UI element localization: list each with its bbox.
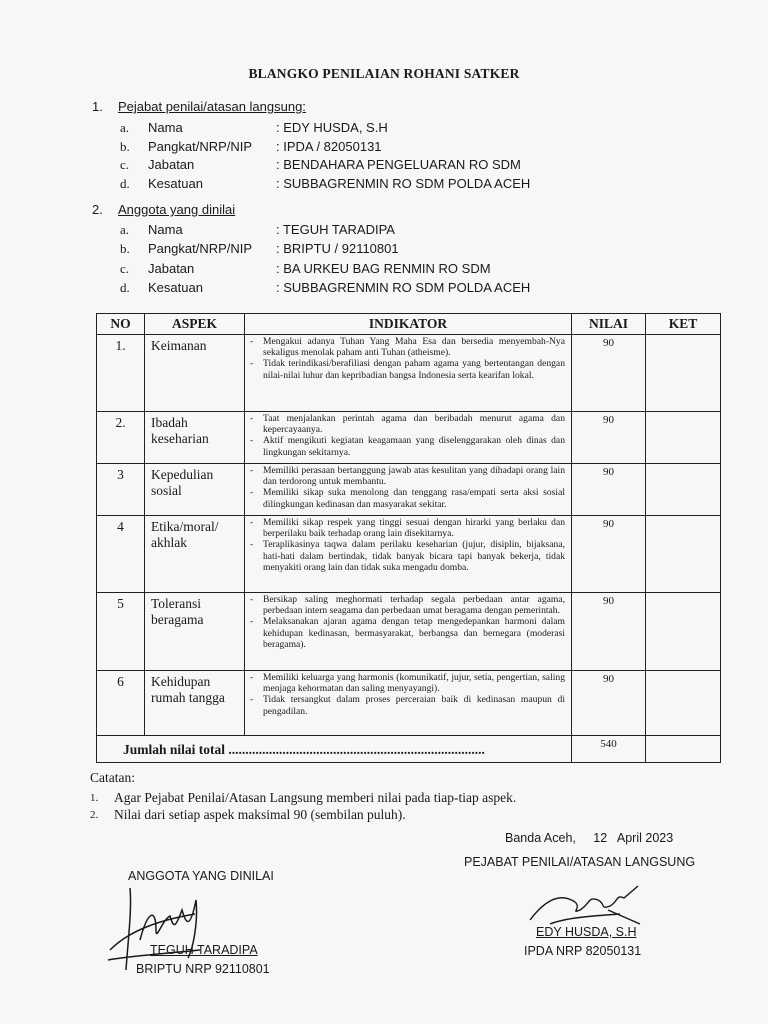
table-row: [97, 593, 721, 671]
row-ket: [646, 516, 721, 593]
place-date: Banda Aceh, 12 April 2023: [505, 831, 674, 845]
row-no: 1.: [97, 335, 145, 412]
row-no: 2.: [97, 412, 145, 464]
note-text: Agar Pejabat Penilai/Atasan Langsung memberi nilai pada tiap-tiap aspek.: [114, 790, 517, 805]
table-row: [97, 671, 721, 736]
field-value: : BRIPTU / 92110801: [276, 241, 399, 256]
field-letter: d.: [120, 176, 130, 191]
row-aspek: Kepedulian sosial: [145, 464, 245, 516]
left-signer-name: TEGUH TARADIPA: [150, 943, 258, 957]
field-label: Nama: [148, 222, 183, 237]
indikator-item: - Memiliki perasaan bertanggung jawab atas kesulitan yang dihadapi orang lain dan terdorong untuk membantu.: [249, 465, 565, 487]
table-row: [97, 412, 721, 464]
field-label: Jabatan: [148, 157, 195, 172]
indikator-item: - Tidak tersangkut dalam proses perceraian baik di kedinasan maupun di pengadilan.: [249, 694, 565, 716]
right-signer-title: PEJABAT PENILAI/ATASAN LANGSUNG: [464, 855, 696, 869]
right-signer-rank: IPDA NRP 82050131: [524, 944, 642, 958]
notes-title: Catatan:: [90, 770, 135, 785]
field-value: : BENDAHARA PENGELUARAN RO SDM: [276, 157, 521, 172]
table-header-row: [97, 314, 721, 335]
field-value: : BA URKEU BAG RENMIN RO SDM: [276, 261, 491, 276]
row-nilai: 90: [572, 593, 646, 671]
field-letter: d.: [120, 280, 130, 295]
right-signer-name: EDY HUSDA, S.H: [536, 925, 637, 939]
table-row: [97, 464, 721, 516]
indikator-item: - Aktif mengikuti kegiatan keagamaan yang diselenggarakan oleh dinas dan lingkungan sekitarnya.: [249, 435, 565, 457]
field-value: : TEGUH TARADIPA: [276, 222, 395, 237]
field-label: Jabatan: [148, 261, 195, 276]
row-indikator: [245, 671, 572, 736]
field-letter: a.: [120, 222, 130, 237]
row-ket: [646, 464, 721, 516]
row-nilai: 90: [572, 671, 646, 736]
row-no: 4: [97, 516, 145, 593]
row-nilai: 90: [572, 464, 646, 516]
indikator-item: - Bersikap saling meghormati terhadap segala perbedaan antar agama, perbedaan intern seagama dan perbedaan umat beragama dengan pemerintah.: [249, 594, 565, 616]
row-no: 3: [97, 464, 145, 516]
row-nilai: 90: [572, 335, 646, 412]
note-text: Nilai dari setiap aspek maksimal 90 (sembilan puluh).: [114, 807, 406, 822]
total-label: Jumlah nilai total ............................................................................: [97, 736, 572, 763]
indikator-item: - Memiliki keluarga yang harmonis (komunikatif, jujur, setia, pengertian, saling menjaga kehormatan dan saling menyayangi).: [249, 672, 565, 694]
field-value: : IPDA / 82050131: [276, 139, 382, 154]
left-signer-rank: BRIPTU NRP 92110801: [136, 962, 270, 976]
row-no: 6: [97, 671, 145, 736]
field-value: : SUBBAGRENMIN RO SDM POLDA ACEH: [276, 280, 531, 295]
document-title: BLANGKO PENILAIAN ROHANI SATKER: [248, 66, 520, 81]
field-label: Kesatuan: [148, 280, 203, 295]
table-row: [97, 516, 721, 593]
total-row: [97, 736, 721, 763]
header-no: NO: [97, 314, 145, 335]
section-number: 2.: [92, 202, 103, 217]
section-title: Anggota yang dinilai: [118, 202, 236, 217]
row-ket: [646, 412, 721, 464]
row-aspek: Etika/moral/ akhlak: [145, 516, 245, 593]
row-aspek: Toleransi beragama: [145, 593, 245, 671]
row-aspek: Keimanan: [145, 335, 245, 412]
field-letter: c.: [120, 157, 130, 172]
row-nilai: 90: [572, 516, 646, 593]
field-label: Pangkat/NRP/NIP: [148, 241, 253, 256]
section-number: 1.: [92, 99, 103, 114]
indikator-item: - Mengakui adanya Tuhan Yang Maha Esa dan bersedia menyembah-Nya sekaligus menolak paham anti Tuhan (atheisme).: [249, 336, 565, 358]
row-indikator: [245, 335, 572, 412]
row-ket: [646, 671, 721, 736]
row-indikator: [245, 593, 572, 671]
indikator-item: - Teraplikasinya taqwa dalam perilaku keseharian (jujur, disiplin, bijaksana, hati-hati dalam bertindak, tidak banyak bicara tapi banyak bekerja, tidak menyakiti orang lain dan tidak suka mengadu domba.: [249, 539, 565, 573]
row-ket: [646, 593, 721, 671]
note-number: 1.: [90, 792, 99, 804]
row-no: 5: [97, 593, 145, 671]
header-ket: KET: [646, 314, 721, 335]
row-nilai: 90: [572, 412, 646, 464]
total-value: 540: [572, 736, 646, 763]
indikator-item: - Tidak terindikasi/berafiliasi dengan paham agama yang bertentangan dengan nilai-nilai luhur dan kepribadian bangsa Indonesia serta kearifan lokal.: [249, 358, 565, 380]
assessment-table: [96, 313, 721, 763]
field-value: : EDY HUSDA, S.H: [276, 120, 388, 135]
field-value: : SUBBAGRENMIN RO SDM POLDA ACEH: [276, 176, 531, 191]
field-letter: a.: [120, 120, 130, 135]
table-row: [97, 335, 721, 412]
section-title: Pejabat penilai/atasan langsung:: [118, 99, 306, 114]
row-aspek: Ibadah keseharian: [145, 412, 245, 464]
field-label: Kesatuan: [148, 176, 203, 191]
row-ket: [646, 335, 721, 412]
header-aspek: ASPEK: [145, 314, 245, 335]
row-aspek: Kehidupan rumah tangga: [145, 671, 245, 736]
header-nilai: NILAI: [572, 314, 646, 335]
field-letter: c.: [120, 261, 130, 276]
left-signer-title: ANGGOTA YANG DINILAI: [128, 869, 274, 883]
indikator-item: - Memiliki sikap suka menolong dan tenggang rasa/empati serta aksi sosial dilingkungan kedinasan dan masyarakat sekitar.: [249, 487, 565, 509]
indikator-item: - Melaksanakan ajaran agama dengan tetap mengedepankan harmoni dalam kehidupan kedinasan, bermasyarakat, berbangsa dan bernegara (moderasi beragama).: [249, 616, 565, 650]
note-number: 2.: [90, 809, 99, 821]
field-label: Pangkat/NRP/NIP: [148, 139, 253, 154]
indikator-item: - Taat menjalankan perintah agama dan beribadah menurut agama dan kepercayaanya.: [249, 413, 565, 435]
field-label: Nama: [148, 120, 183, 135]
field-letter: b.: [120, 241, 130, 256]
field-letter: b.: [120, 139, 130, 154]
indikator-item: - Memiliki sikap respek yang tinggi sesuai dengan hirarki yang berlaku dan berperilaku baik terhadap orang lain disekitarnya.: [249, 517, 565, 539]
row-indikator: [245, 516, 572, 593]
row-indikator: [245, 412, 572, 464]
row-indikator: [245, 464, 572, 516]
total-ket: [646, 736, 721, 763]
header-indikator: INDIKATOR: [245, 314, 572, 335]
